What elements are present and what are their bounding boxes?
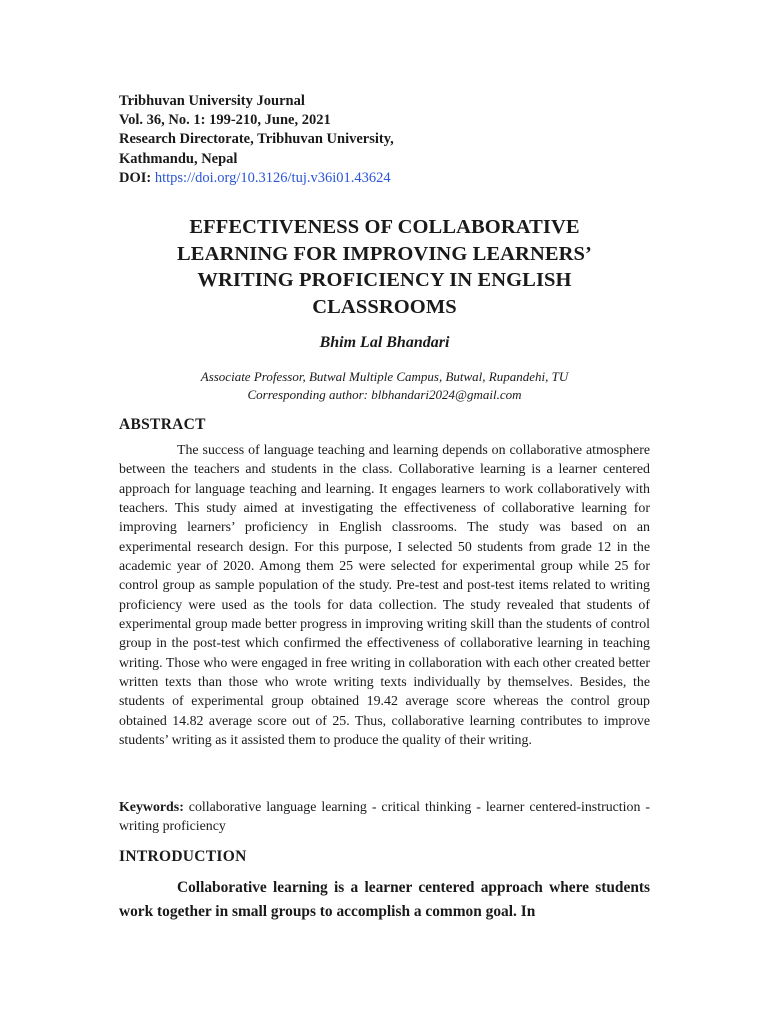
paper-title (119, 214, 650, 320)
keywords-text: collaborative language learning - critical thinking - learner centered-instruction - writing proficiency (119, 800, 650, 835)
doi-line (119, 169, 394, 188)
title-line: WRITING PROFICIENCY IN ENGLISH (197, 269, 572, 291)
corresponding-author: Corresponding author: blbhandari2024@gmail.com (247, 386, 522, 402)
keywords (119, 798, 650, 837)
doi-link[interactable]: https://doi.org/10.3126/tuj.v36i01.43624 (154, 169, 391, 186)
introduction-heading: INTRODUCTION (119, 848, 247, 865)
doi-label: DOI: (119, 169, 152, 186)
title-line: CLASSROOMS (312, 295, 457, 318)
journal-volume: Vol. 36, No. 1: 199-210, June, 2021 (119, 112, 331, 129)
journal-name: Tribhuvan University Journal (119, 93, 305, 109)
author-affiliation-block (119, 368, 650, 403)
title-line: EFFECTIVENESS OF COLLABORATIVE (189, 216, 580, 238)
abstract-text: The success of language teaching and learning depends on collaborative atmosphere between the teachers and students in the class. Collaborative learning is a learner centered approach for language teaching and learning. It engages learners to work collaboratively with teachers. This study aimed at investigating the effectiveness of collaborative learning for improving learners’ proficiency in English classrooms. The study was based on an experimental research design. For this purpose, I selected 50 students from grade 12 in the academic year of 2020. Among them 25 were selected for experimental group while 25 for control group as sample population of the study. Pre-test and post-test items related to writing proficiency were used as the tools for data collection. The study revealed that students of experimental group made better progress in improving writing skill than the students of control group in the post-test which confirmed the effectiveness of collaborative learning in teaching writing. Those who were engaged in free writing in collaboration with each other created better written texts than those who wrote writing texts individually by themselves. Besides, the students of experimental group obtained 19.42 average score whereas the control group obtained 14.82 average score out of 25. Thus, collaborative learning contributes to improve students’ writing as it assisted them to produce the quality of their writing. (119, 443, 650, 749)
author-affiliation: Associate Professor, Butwal Multiple Campus, Butwal, Rupandehi, TU (200, 369, 569, 384)
introduction-text: Collaborative learning is a learner centered approach where students work together in small groups to accomplish a common goal. In (119, 879, 650, 920)
author-name: Bhim Lal Bhandari (319, 334, 450, 351)
keywords-label: Keywords: (119, 800, 184, 815)
journal-header (119, 92, 394, 188)
journal-publisher: Research Directorate, Tribhuvan University, (119, 131, 394, 148)
journal-location: Kathmandu, Nepal (119, 150, 238, 167)
abstract-heading: ABSTRACT (119, 416, 206, 433)
title-line: LEARNING FOR IMPROVING LEARNERS’ (177, 242, 592, 265)
